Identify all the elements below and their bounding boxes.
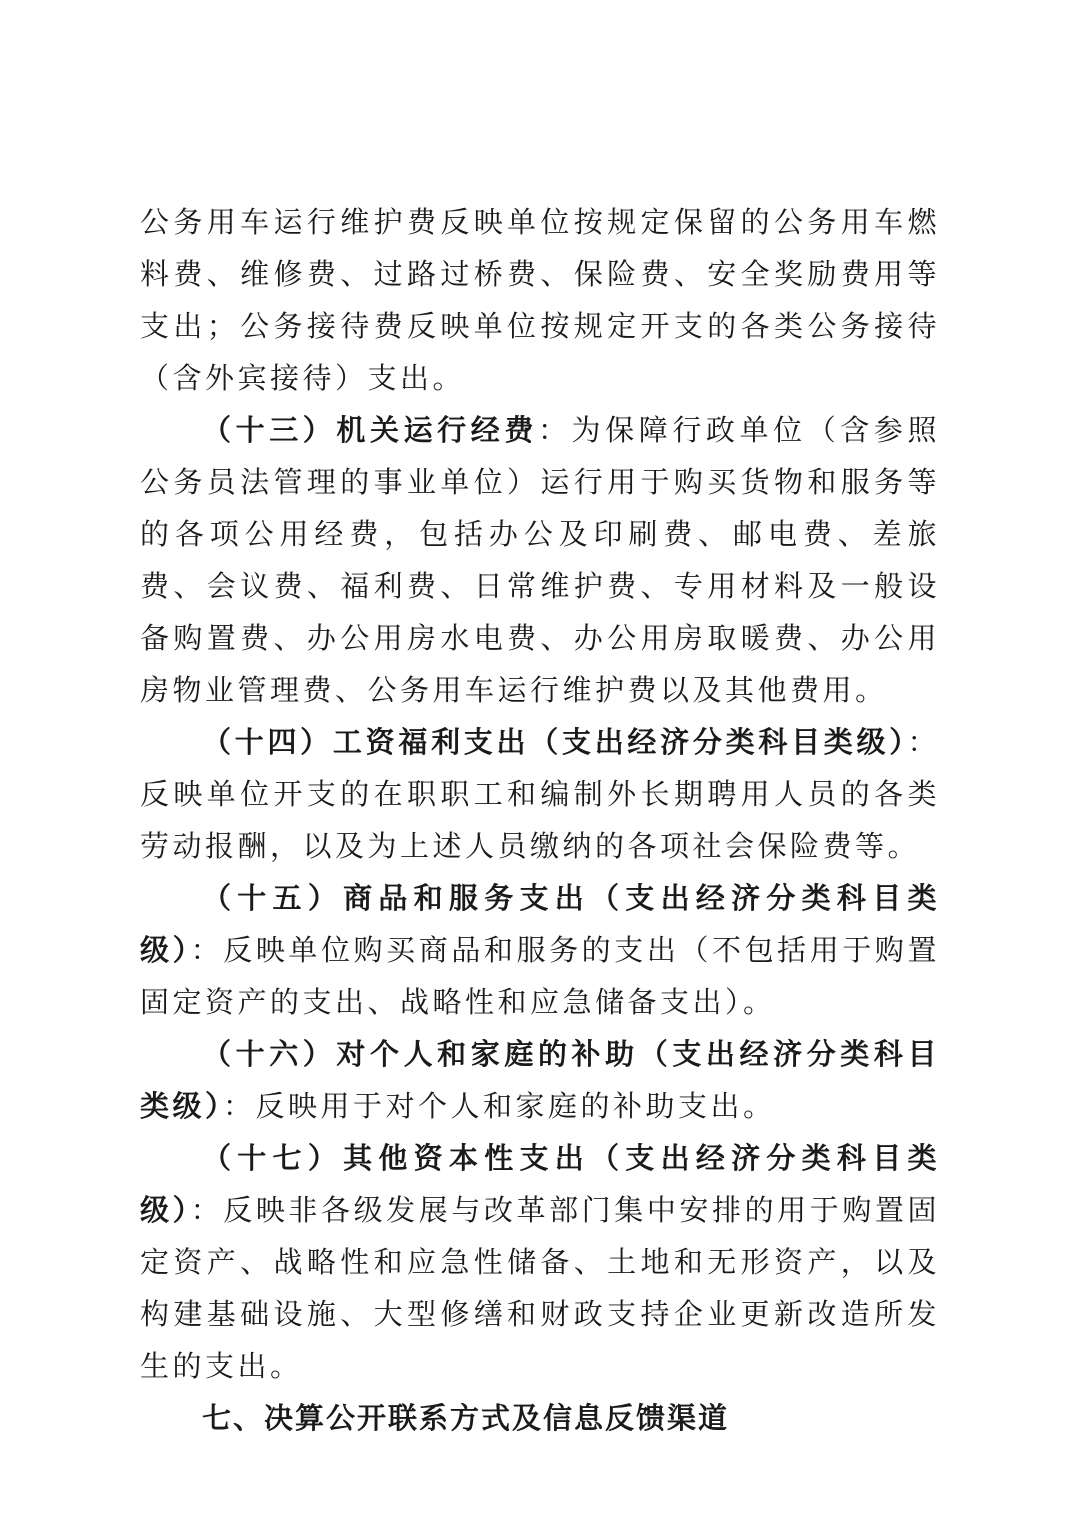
paragraph-text: 公务用车运行维护费反映单位按规定保留的公务用车燃料费、维修费、过路过桥费、保险费、安全奖励费用等支出；公务接待费反映单位按规定开支的各类公务接待（含外宾接待）支出。 <box>140 205 940 395</box>
item-17-text: ：反映非各级发展与改革部门集中安排的用于购置固定资产、战略性和应急性储备、土地和无形资产，以及构建基础设施、大型修缮和财政支持企业更新改造所发生的支出。 <box>140 1193 940 1383</box>
paragraph-item-14 <box>140 716 940 872</box>
item-16-text: ：反映用于对个人和家庭的补助支出。 <box>223 1089 776 1123</box>
item-14-text: ：反映单位开支的在职职工和编制外长期聘用人员的各类劳动报酬，以及为上述人员缴纳的各项社会保险费等。 <box>140 725 940 863</box>
item-16-title: （十六）对个人和家庭的补助（支出经济分类科目类级） <box>140 1037 940 1123</box>
section-heading: 七、决算公开联系方式及信息反馈渠道 <box>202 1401 730 1435</box>
item-17-title: （十七）其他资本性支出（支出经济分类科目类级） <box>140 1141 940 1227</box>
item-15-title: （十五）商品和服务支出（支出经济分类科目类级） <box>140 881 940 967</box>
paragraph-item-15 <box>140 872 940 1028</box>
paragraph-item-13 <box>140 404 940 716</box>
paragraph-item-16 <box>140 1028 940 1132</box>
item-13-text: ：为保障行政单位（含参照公务员法管理的事业单位）运行用于购买货物和服务等的各项公用经费，包括办公及印刷费、邮电费、差旅费、会议费、福利费、日常维护费、专用材料及一般设备购置费、办公用房水电费、办公用房取暖费、办公用房物业管理费、公务用车运行维护费以及其他费用。 <box>140 413 940 707</box>
paragraph-vehicle-reception-costs <box>140 196 940 404</box>
item-13-title: （十三）机关运行经费 <box>202 413 538 447</box>
paragraph-item-17 <box>140 1132 940 1392</box>
item-14-title: （十四）工资福利支出（支出经济分类科目类级） <box>202 725 908 759</box>
item-15-text: ：反映单位购买商品和服务的支出（不包括用于购置固定资产的支出、战略性和应急储备支出）。 <box>140 933 940 1019</box>
document-body <box>140 196 940 1444</box>
